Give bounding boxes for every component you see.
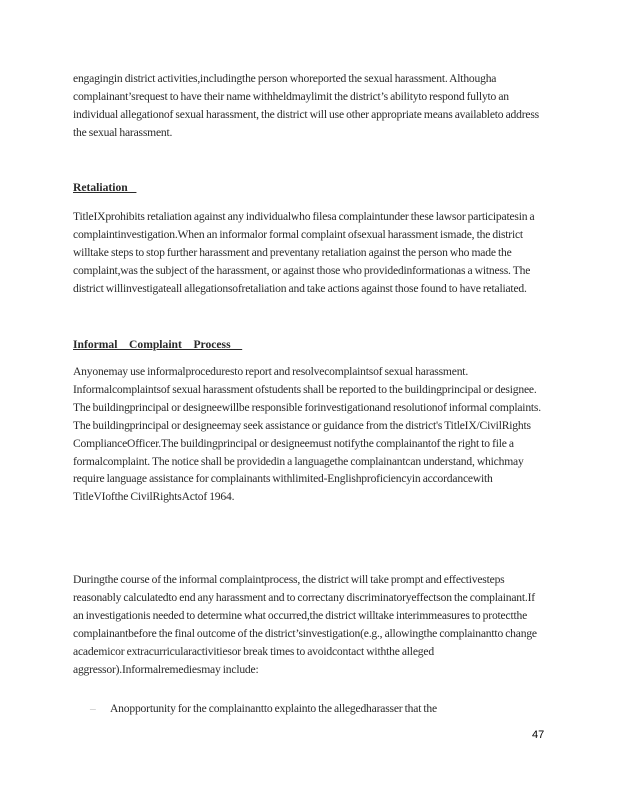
remedy-list-item <box>90 700 550 718</box>
retaliation-heading: Retaliation <box>73 181 137 194</box>
informal-process-paragraph-2: Duringthe course of the informal complaintprocess, the district will take prompt and effectivesteps reasonably calculatedto end any harassment and to correctany discriminatoryeffectson the complainant.If an investigationis needed to determine what occurred,the district willtake interimmeasures to protectthe complainantbefore the final outcome of the district’sinvestigation(e.g., allowingthe complainantto change academicor extracurricularactivitiesor break times to avoidcontact withthe alleged aggressor).Informalremediesmay include: <box>73 573 537 676</box>
retaliation-paragraph: TitleIXprohibits retaliation against any individualwho filesa complaintunder these lawsor participatesin a complaintinvestigation.When an informalor formal complaint ofsexual harassment ismade, the district willtake steps to stop further harassment and preventany retaliation against the person who made the complaint,was the subject of the harassment, or against those who providedinformationas a witness. The district willinvestigateall allegationsofretaliation and take actions against those found to have retaliated. <box>73 210 535 295</box>
informal-complaint-process-heading: Informal Complaint Process <box>73 338 243 351</box>
intro-paragraph: engagingin district activities,includingthe person whoreported the sexual harassment. Althougha complainant’srequest to have their name withheldmaylimit the district’s abilityto respond fullyto an individual allegationof sexual harassment, the district will use other appropriate means availableto address the sexual harassment. <box>73 72 539 139</box>
page-number: 47 <box>532 729 545 741</box>
remedy-list-item-text: Anopportunity for the complainantto explainto the allegedharasser that the <box>110 702 437 715</box>
bullet-marker: – <box>90 702 96 715</box>
informal-process-paragraph-1: Anyonemay use informalproceduresto report and resolvecomplaintsof sexual harassment. Informalcomplaintsof sexual harassment ofstudents shall be reported to the buildingprincipal or designee. The buildingprincipal or designeewillbe responsible forinvestigationand resolutionof informal complaints. The buildingprincipal or designeemay seek assistance or guidance from the district's TitleIX/CivilRights ComplianceOfficer.The buildingprincipal or designeemust notifythe complainantof the right to file a formalcomplaint. The notice shall be providedin a languagethe complainantcan understand, whichmay require language assistance for complainants withlimited-Englishproficiencyin accordancewith TitleVIofthe CivilRightsActof 1964. <box>73 365 541 504</box>
